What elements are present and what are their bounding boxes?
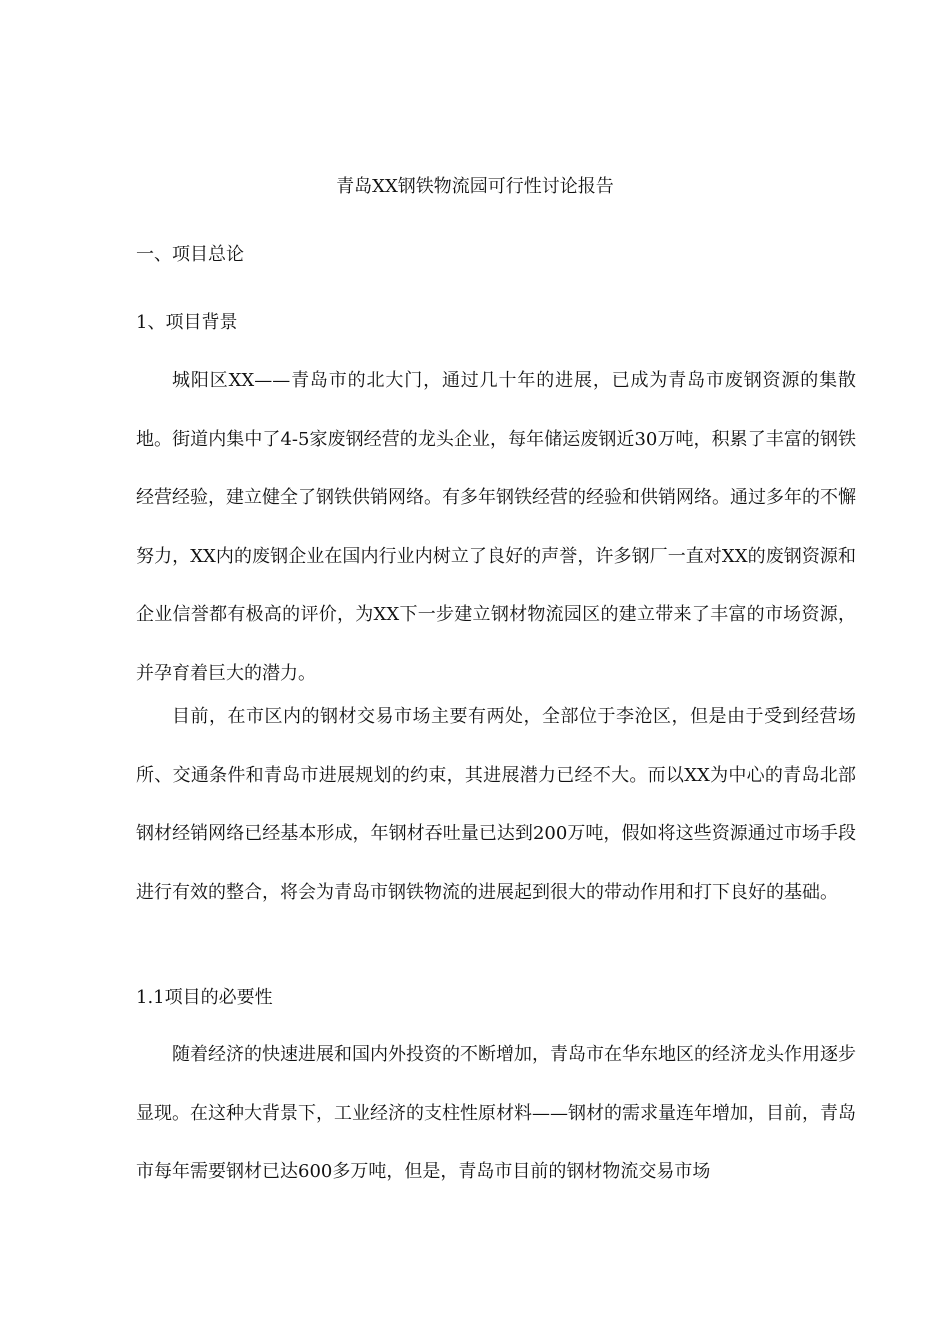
paragraph-background-1: 城阳区XX——青岛市的北大门，通过几十年的进展，已成为青岛市废钢资源的集散地。街道内集中了4-5家废钢经营的龙头企业，每年储运废钢近30万吨，积累了丰富的钢铁经营经验，建立健全了钢铁供销网络。有多年钢铁经营的经验和供销网络。通过多年的不懈努力，XX内的废钢企业在国内行业内树立了良好的声誉，许多钢厂一直对XX的废钢资源和企业信誉都有极高的评价，为XX下一步建立钢材物流园区的建立带来了丰富的市场资源，并孕育着巨大的潜力。 xyxy=(136,370,856,684)
subsection-heading-background: 1、项目背景 xyxy=(136,312,238,333)
subsection-heading-necessity: 1.1项目的必要性 xyxy=(136,987,273,1008)
paragraph-background-2: 目前，在市区内的钢材交易市场主要有两处，全部位于李沧区，但是由于受到经营场所、交通条件和青岛市进展规划的约束，其进展潜力已经不大。而以XX为中心的青岛北部钢材经销网络已经基本形成，年钢材吞吐量已达到200万吨，假如将这些资源通过市场手段进行有效的整合，将会为青岛市钢铁物流的进展起到很大的带动作用和打下良好的基础。 xyxy=(136,706,856,903)
document-title: 青岛XX钢铁物流园可行性讨论报告 xyxy=(336,176,614,197)
section-heading-overview: 一、项目总论 xyxy=(136,244,244,265)
paragraph-necessity-1: 随着经济的快速进展和国内外投资的不断增加，青岛市在华东地区的经济龙头作用逐步显现。在这种大背景下，工业经济的支柱性原材料——钢材的需求量连年增加，目前，青岛市每年需要钢材已达600多万吨，但是，青岛市目前的钢材物流交易市场 xyxy=(136,1044,856,1182)
